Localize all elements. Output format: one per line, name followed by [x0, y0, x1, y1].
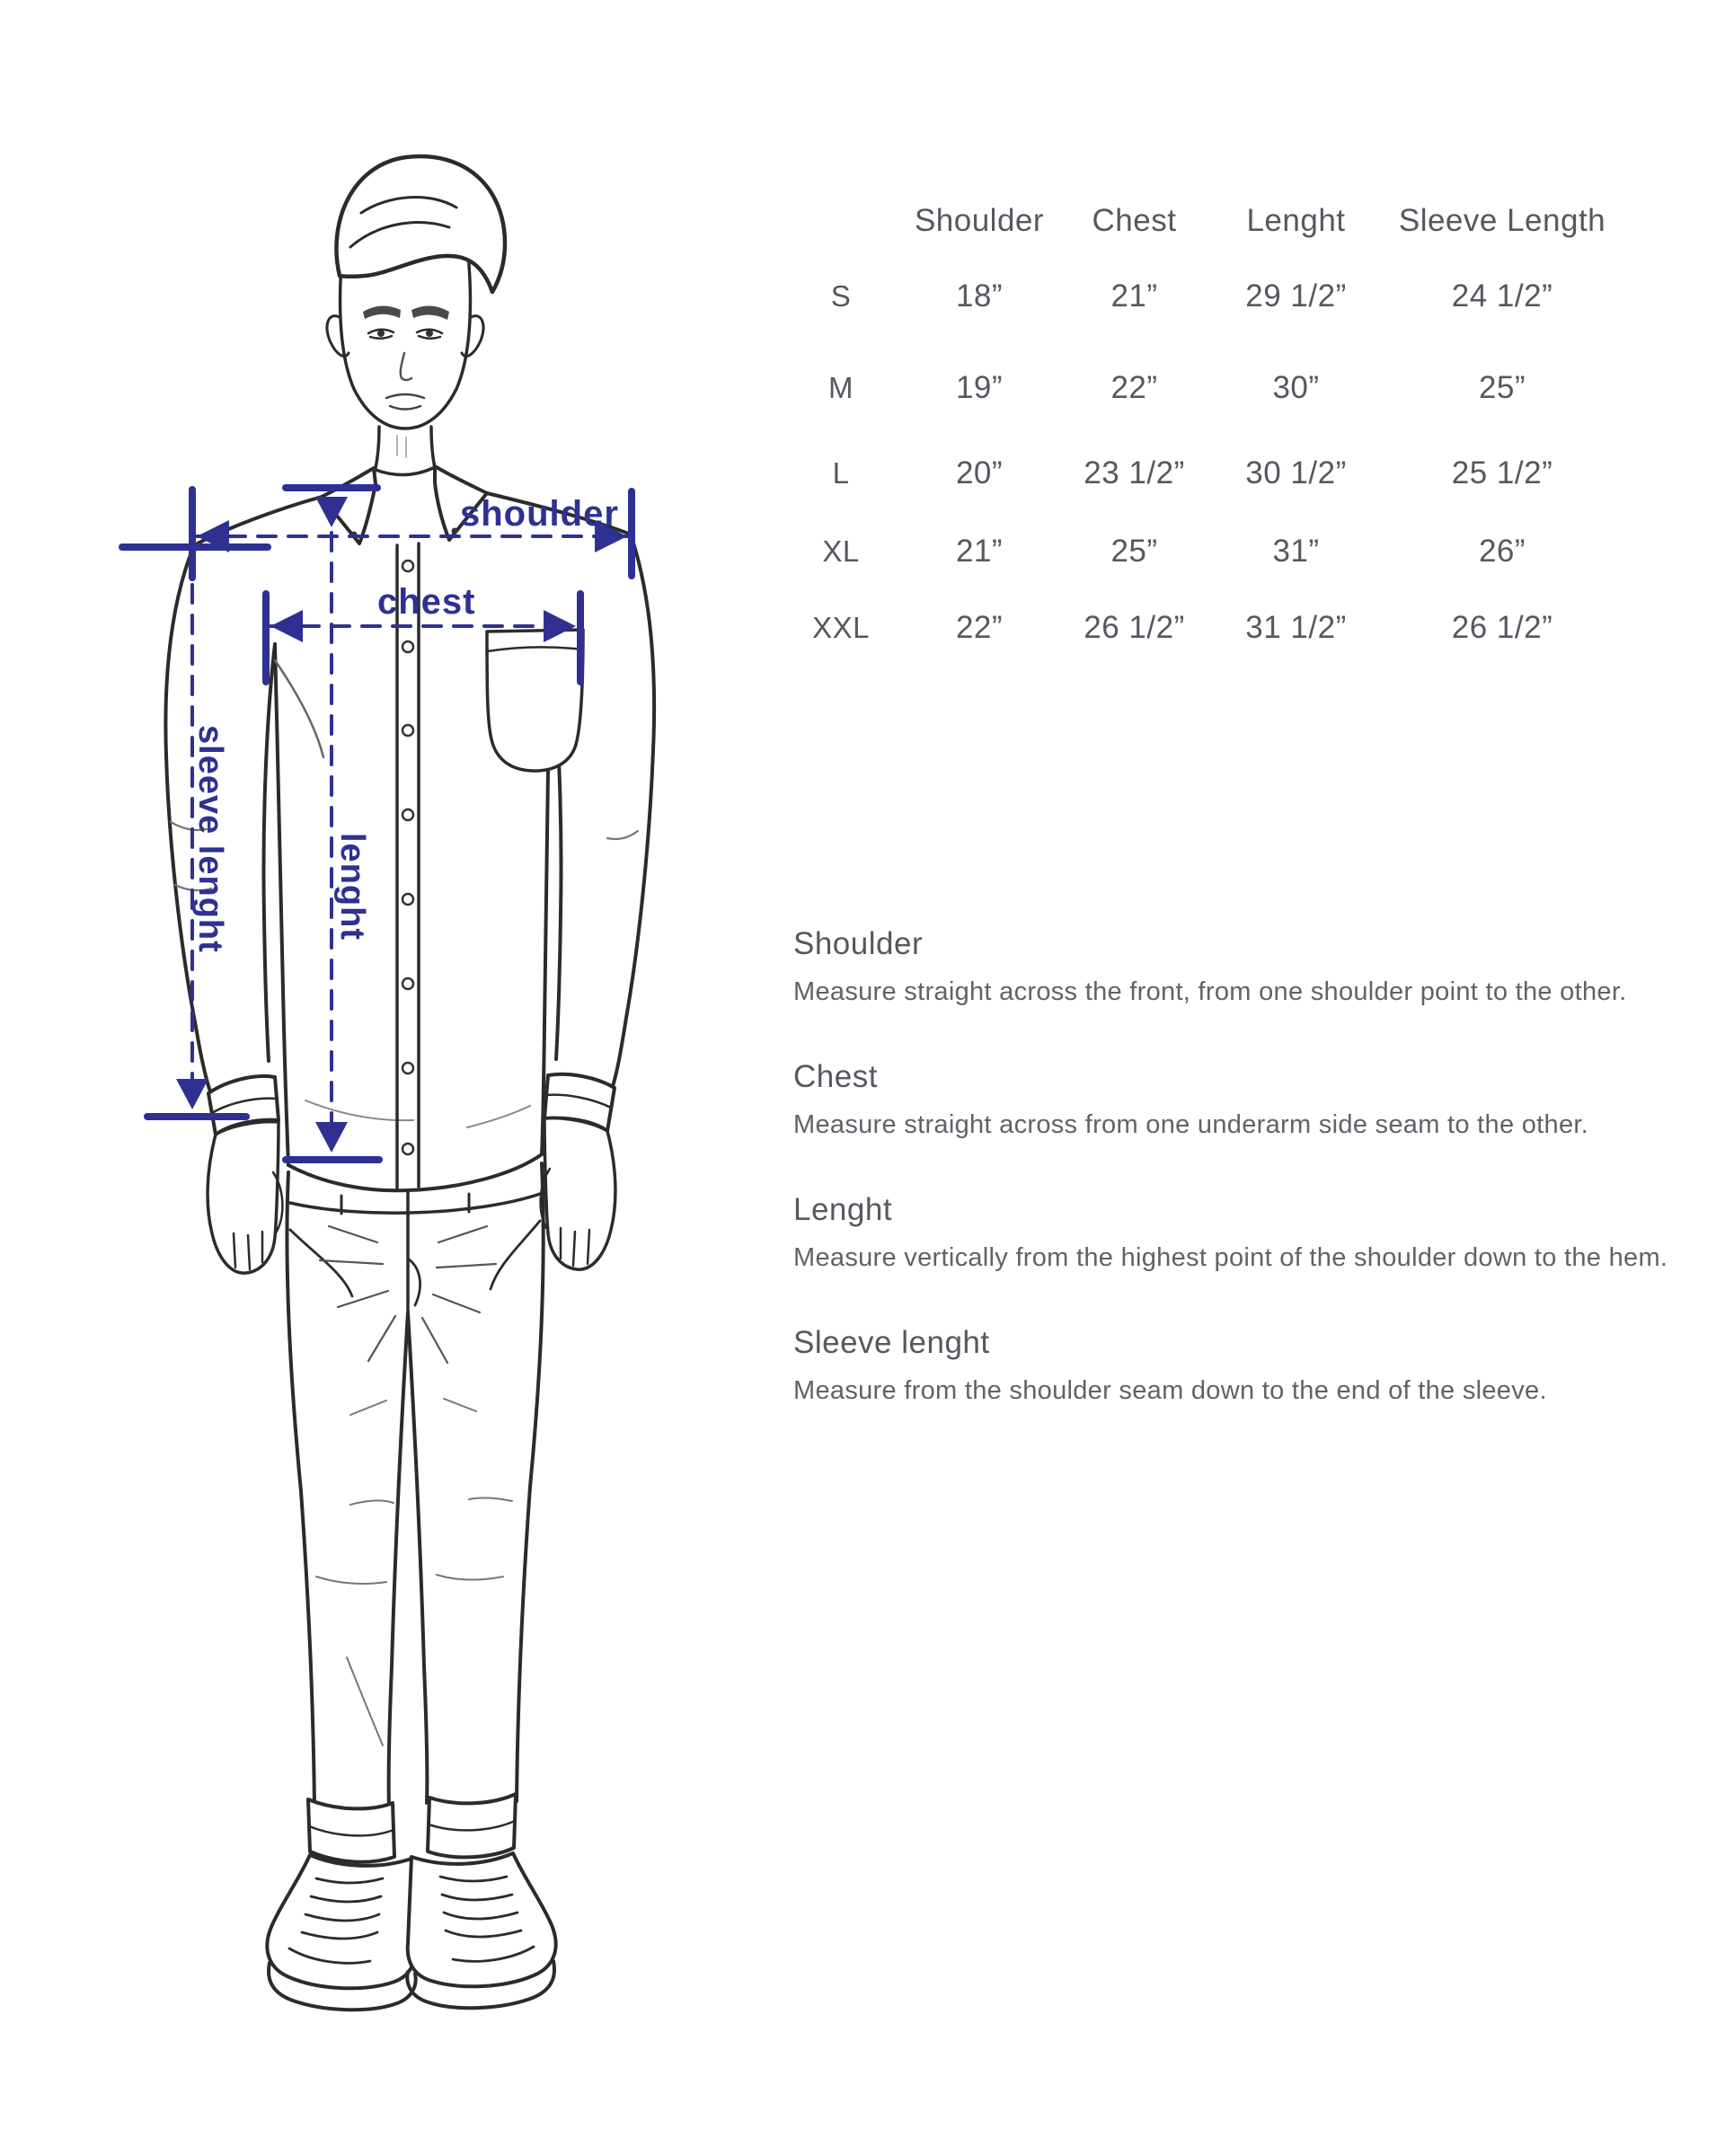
cell-m-chest: 22” [1110, 370, 1158, 405]
shirt-buttons [402, 561, 413, 1154]
definition-description: Measure straight across from one underarm side seam to the other. [793, 1110, 1589, 1139]
definition-term: Shoulder [793, 926, 924, 961]
jeans-fly [408, 1259, 420, 1305]
jeans-waistband [290, 1194, 540, 1213]
cell-xl-length: 31” [1272, 534, 1320, 569]
cell-xxl-shoulder: 22” [955, 610, 1004, 645]
right-leg [517, 1163, 544, 1801]
definition-shoulder [793, 925, 1692, 1008]
definition-description: Measure straight across the front, from one shoulder point to the other. [793, 977, 1627, 1006]
size-column-header [774, 192, 907, 250]
cell-l-shoulder: 20” [955, 455, 1004, 490]
left-leg [287, 1172, 314, 1807]
cell-xl-chest: 25” [1110, 534, 1158, 569]
cell-xxl-length: 31 1/2” [1245, 610, 1347, 645]
cell-s-chest: 21” [1110, 278, 1158, 314]
cell-s-shoulder: 18” [955, 278, 1004, 314]
cell-xxl-chest: 26 1/2” [1084, 610, 1185, 645]
cell-m-length: 30” [1272, 370, 1320, 405]
man-illustration [165, 156, 654, 2010]
sleeve-length-dimension-label: sleeve lenght [191, 725, 229, 953]
cell-s-length: 29 1/2” [1245, 278, 1347, 314]
cell-xl-shoulder: 21” [955, 534, 1004, 569]
definition-description: Measure from the shoulder seam down to the end of the sleeve. [793, 1376, 1547, 1405]
size-label-xl: XL [822, 535, 860, 568]
definition-length [793, 1191, 1692, 1274]
definition-chest [793, 1058, 1692, 1141]
cell-xl-sleeve-length: 26” [1478, 534, 1526, 569]
chest-dimension-label: chest [377, 582, 476, 622]
size-label-m: M [828, 371, 854, 404]
definition-sleeve-length [793, 1324, 1692, 1407]
column-header-sleeve-length: Sleeve Length [1398, 203, 1606, 238]
length-dimension-label: lenght [333, 833, 371, 941]
definition-term: Sleeve lenght [793, 1325, 990, 1360]
cell-s-sleeve-length: 24 1/2” [1451, 278, 1553, 314]
definition-term: Chest [793, 1059, 878, 1094]
column-header-chest: Chest [1092, 203, 1177, 238]
shoulder-dimension-label: shoulder [460, 494, 619, 534]
size-guide-figure [81, 139, 737, 2071]
measurement-definitions [793, 925, 1692, 1457]
size-label-l: L [832, 456, 850, 490]
column-header-shoulder: Shoulder [914, 203, 1045, 238]
cell-m-shoulder: 19” [955, 370, 1004, 405]
left-hand [208, 1122, 279, 1274]
definition-description: Measure vertically from the highest point of the shoulder down to the hem. [793, 1243, 1668, 1272]
size-label-s: S [830, 279, 852, 313]
size-chart-table [774, 192, 1630, 667]
definition-term: Lenght [793, 1192, 893, 1227]
column-header-length: Lenght [1246, 203, 1346, 238]
right-arm [611, 535, 654, 1091]
cell-l-length: 30 1/2” [1245, 455, 1347, 490]
cell-m-sleeve-length: 25” [1478, 370, 1526, 405]
size-guide-illustration [81, 139, 737, 2071]
cell-l-chest: 23 1/2” [1084, 455, 1185, 490]
right-hand [544, 1118, 615, 1270]
size-label-xxl: XXL [812, 611, 870, 644]
cell-l-sleeve-length: 25 1/2” [1451, 455, 1553, 490]
chest-pocket [487, 630, 583, 771]
shirt-placket [397, 543, 419, 1188]
cell-xxl-sleeve-length: 26 1/2” [1451, 610, 1553, 645]
